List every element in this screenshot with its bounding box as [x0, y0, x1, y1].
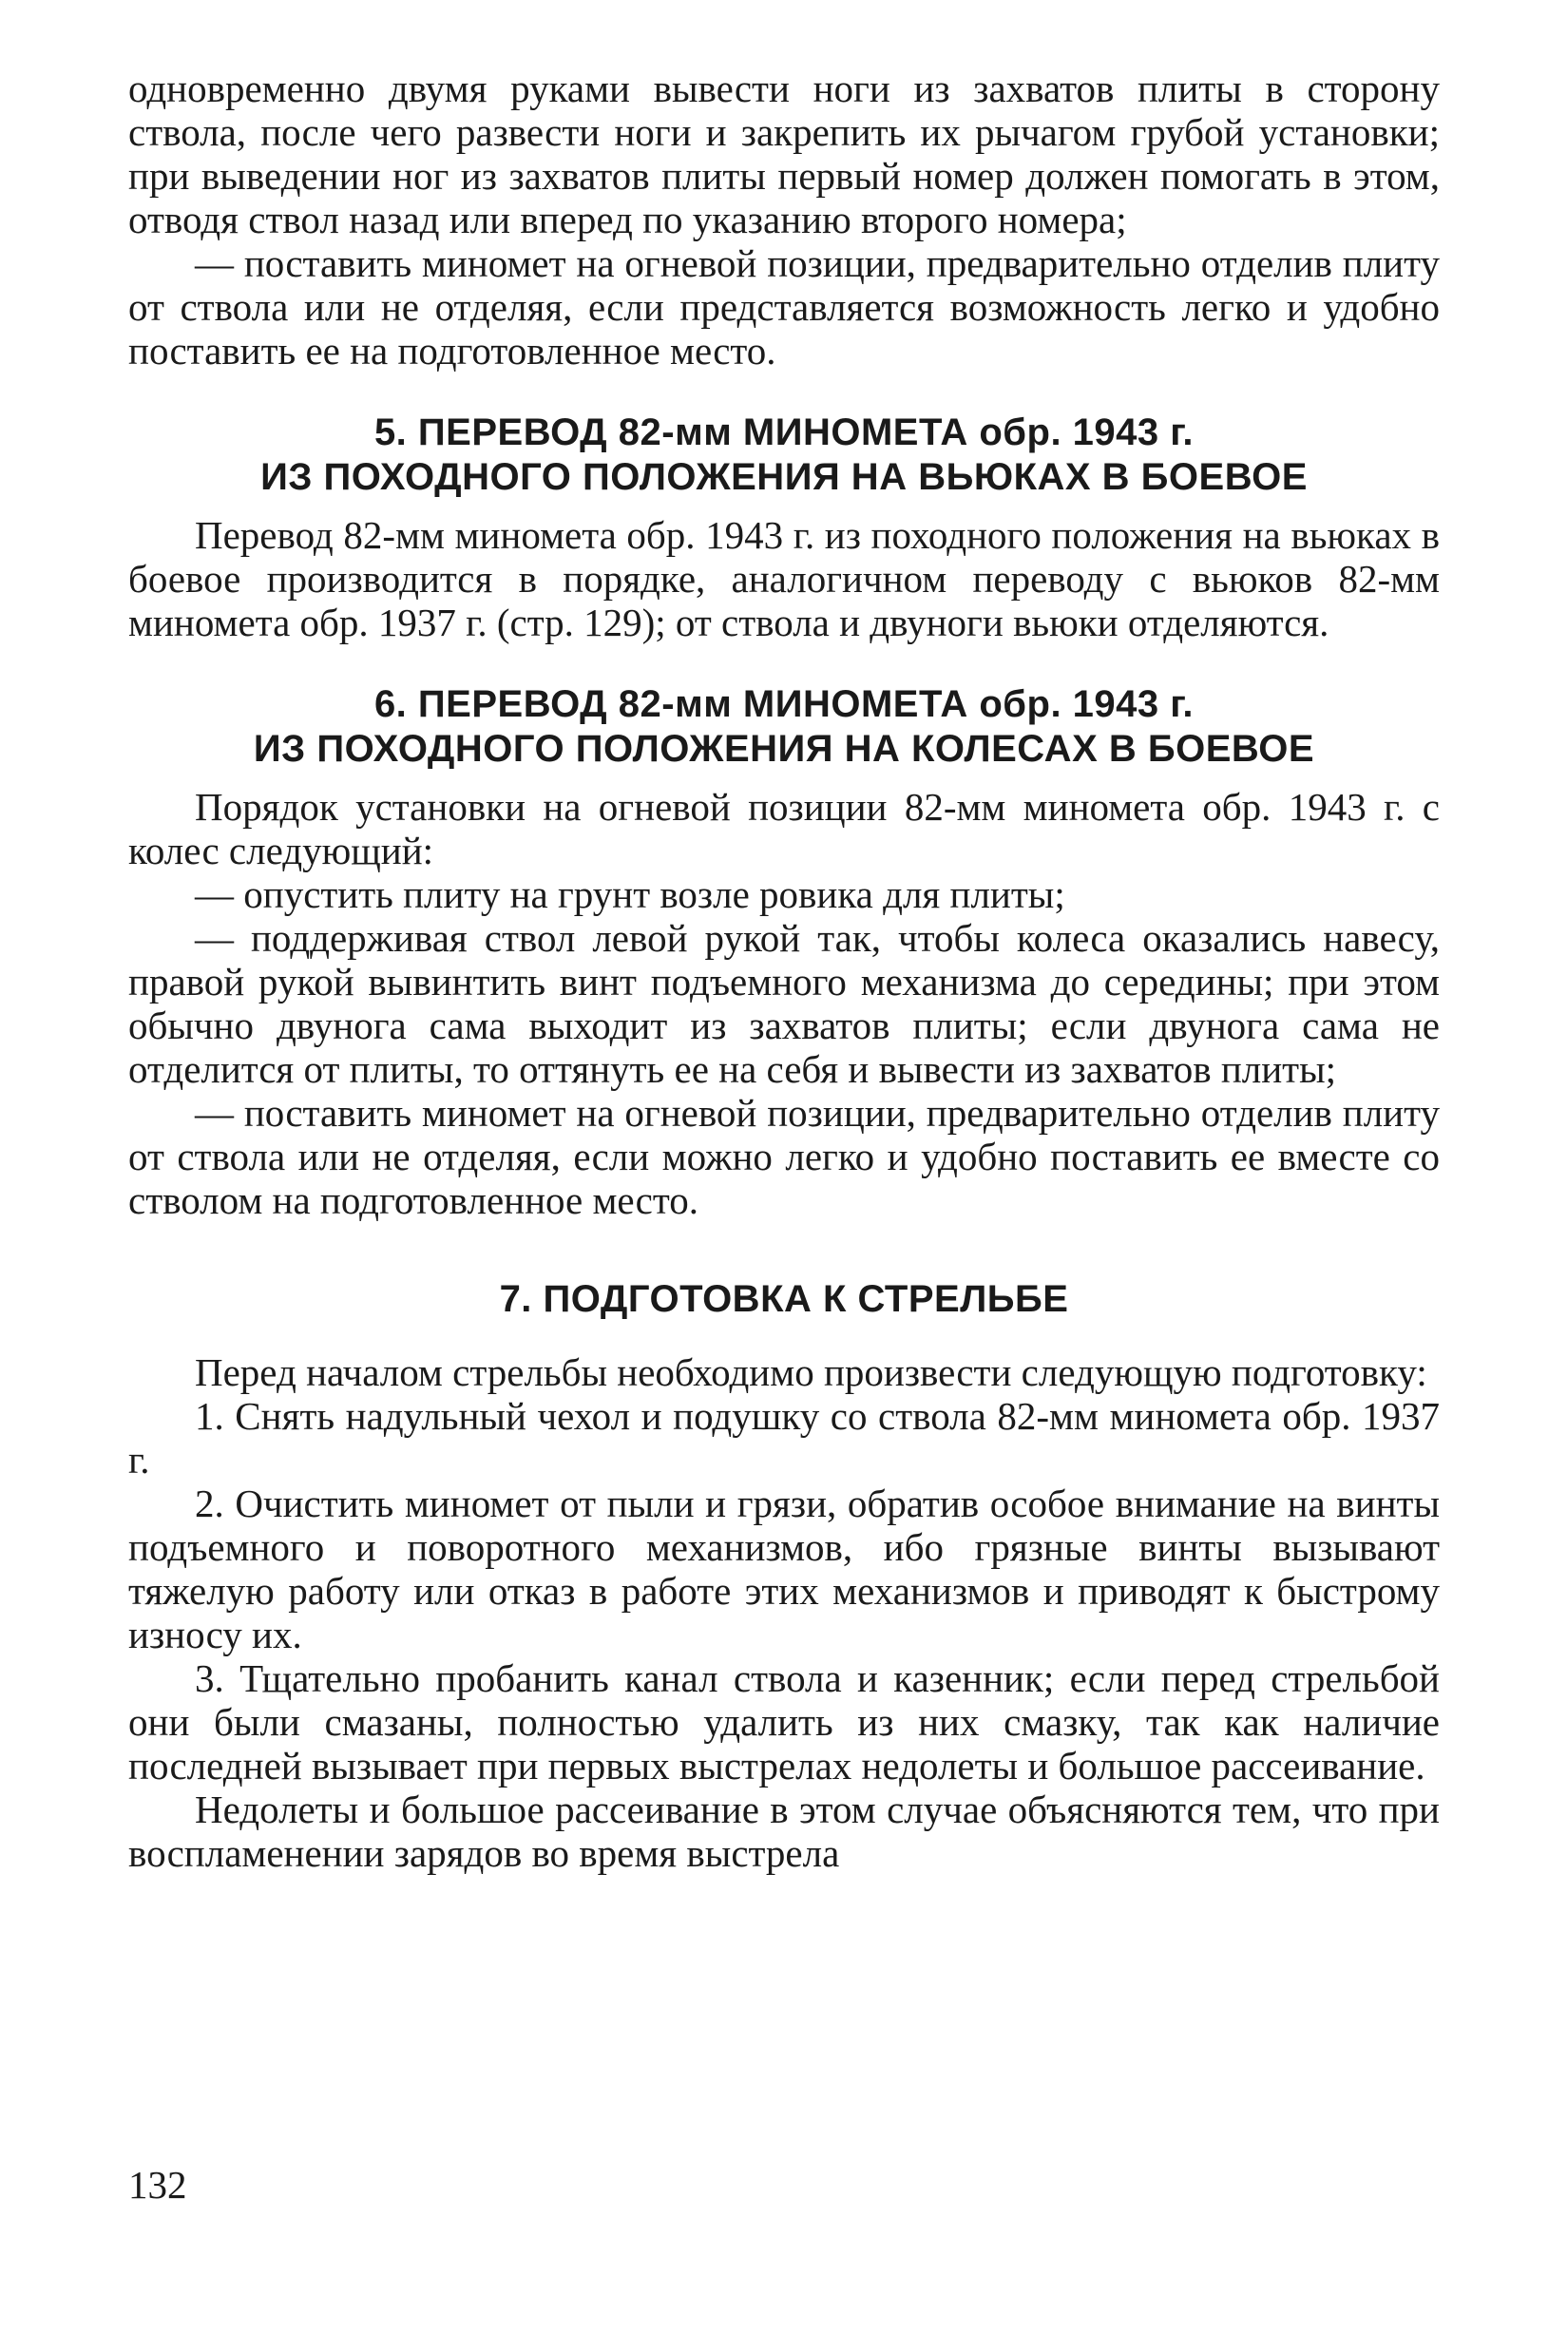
continuation-paragraph: одновременно двумя руками вывести ноги из захватов плиты в сторону ствола, после чего развести ноги и закрепить их рычагом грубой установки; при выведении ног из захватов плиты первый номер должен помогать в этом, отводя ствол назад или вперед по указанию второго номера;	[128, 67, 1440, 241]
section-5-heading	[128, 411, 1440, 500]
section-6-list-item: — поставить миномет на огневой позиции, предварительно отделив плиту от ствола или не отделяя, если можно легко и удобно поставить ее вместе со стволом на подготовленное место.	[128, 1091, 1440, 1222]
section-5-heading-line-2: ИЗ ПОХОДНОГО ПОЛОЖЕНИЯ НА ВЬЮКАХ В БОЕВОЕ	[260, 456, 1308, 498]
section-7-paragraph: Недолеты и большое рассеивание в этом случае объясняются тем, что при воспламенении зарядов во время выстрела	[128, 1788, 1440, 1875]
section-6-heading-line-2: ИЗ ПОХОДНОГО ПОЛОЖЕНИЯ НА КОЛЕСАХ В БОЕВОЕ	[253, 728, 1315, 770]
section-5-heading-line-1: 5. ПЕРЕВОД 82-мм МИНОМЕТА обр. 1943 г.	[373, 411, 1195, 453]
page-number: 132	[128, 2163, 187, 2207]
section-5-paragraph: Перевод 82-мм миномета обр. 1943 г. из походного положения на вьюках в боевое производится в порядке, аналогичном переводу с вьюков 82-мм миномета обр. 1937 г. (стр. 129); от ствола и двуноги вьюки отделяются.	[128, 513, 1440, 644]
section-6	[128, 682, 1440, 1222]
section-7	[128, 1277, 1440, 1875]
section-6-heading	[128, 682, 1440, 772]
section-7-numbered-item: 3. Тщательно пробанить канал ствола и казенник; если перед стрельбой они были смазаны, полностью удалить из них смазку, так как наличие последней вызывает при первых выстрелах недолеты и большое рассеивание.	[128, 1656, 1440, 1788]
book-page	[128, 67, 1440, 1875]
section-6-list-item: — опустить плиту на грунт возле ровика для плиты;	[195, 872, 1065, 916]
section-7-numbered-item: 1. Снять надульный чехол и подушку со ствола 82-мм миномета обр. 1937 г.	[128, 1394, 1440, 1482]
section-7-heading: 7. ПОДГОТОВКА К СТРЕЛЬБЕ	[499, 1278, 1069, 1320]
section-6-list-item: — поддерживая ствол левой рукой так, чтобы колеса оказались навесу, правой рукой вывинтить винт подъемного механизма до середины; при этом обычно двунога сама выходит из захватов плиты; если двунога сама не отделится от плиты, то оттянуть ее на себя и вывести из захватов плиты;	[128, 916, 1440, 1091]
section-5	[128, 411, 1440, 644]
section-7-numbered-item: 2. Очистить миномет от пыли и грязи, обратив особое внимание на винты подъемного и поворотного механизмов, ибо грязные винты вызывают тяжелую работу или отказ в работе этих механизмов и приводят к быстрому износу их.	[128, 1482, 1440, 1656]
section-6-heading-line-1: 6. ПЕРЕВОД 82-мм МИНОМЕТА обр. 1943 г.	[373, 683, 1195, 725]
continuation-list-item: — поставить миномет на огневой позиции, предварительно отделив плиту от ствола или не отделяя, если представляется возможность легко и удобно поставить ее на подготовленное место.	[128, 241, 1440, 373]
section-6-paragraph: Порядок установки на огневой позиции 82-мм миномета обр. 1943 г. с колес следующий:	[128, 785, 1440, 872]
section-7-paragraph: Перед началом стрельбы необходимо произвести следующую подготовку:	[195, 1350, 1427, 1394]
